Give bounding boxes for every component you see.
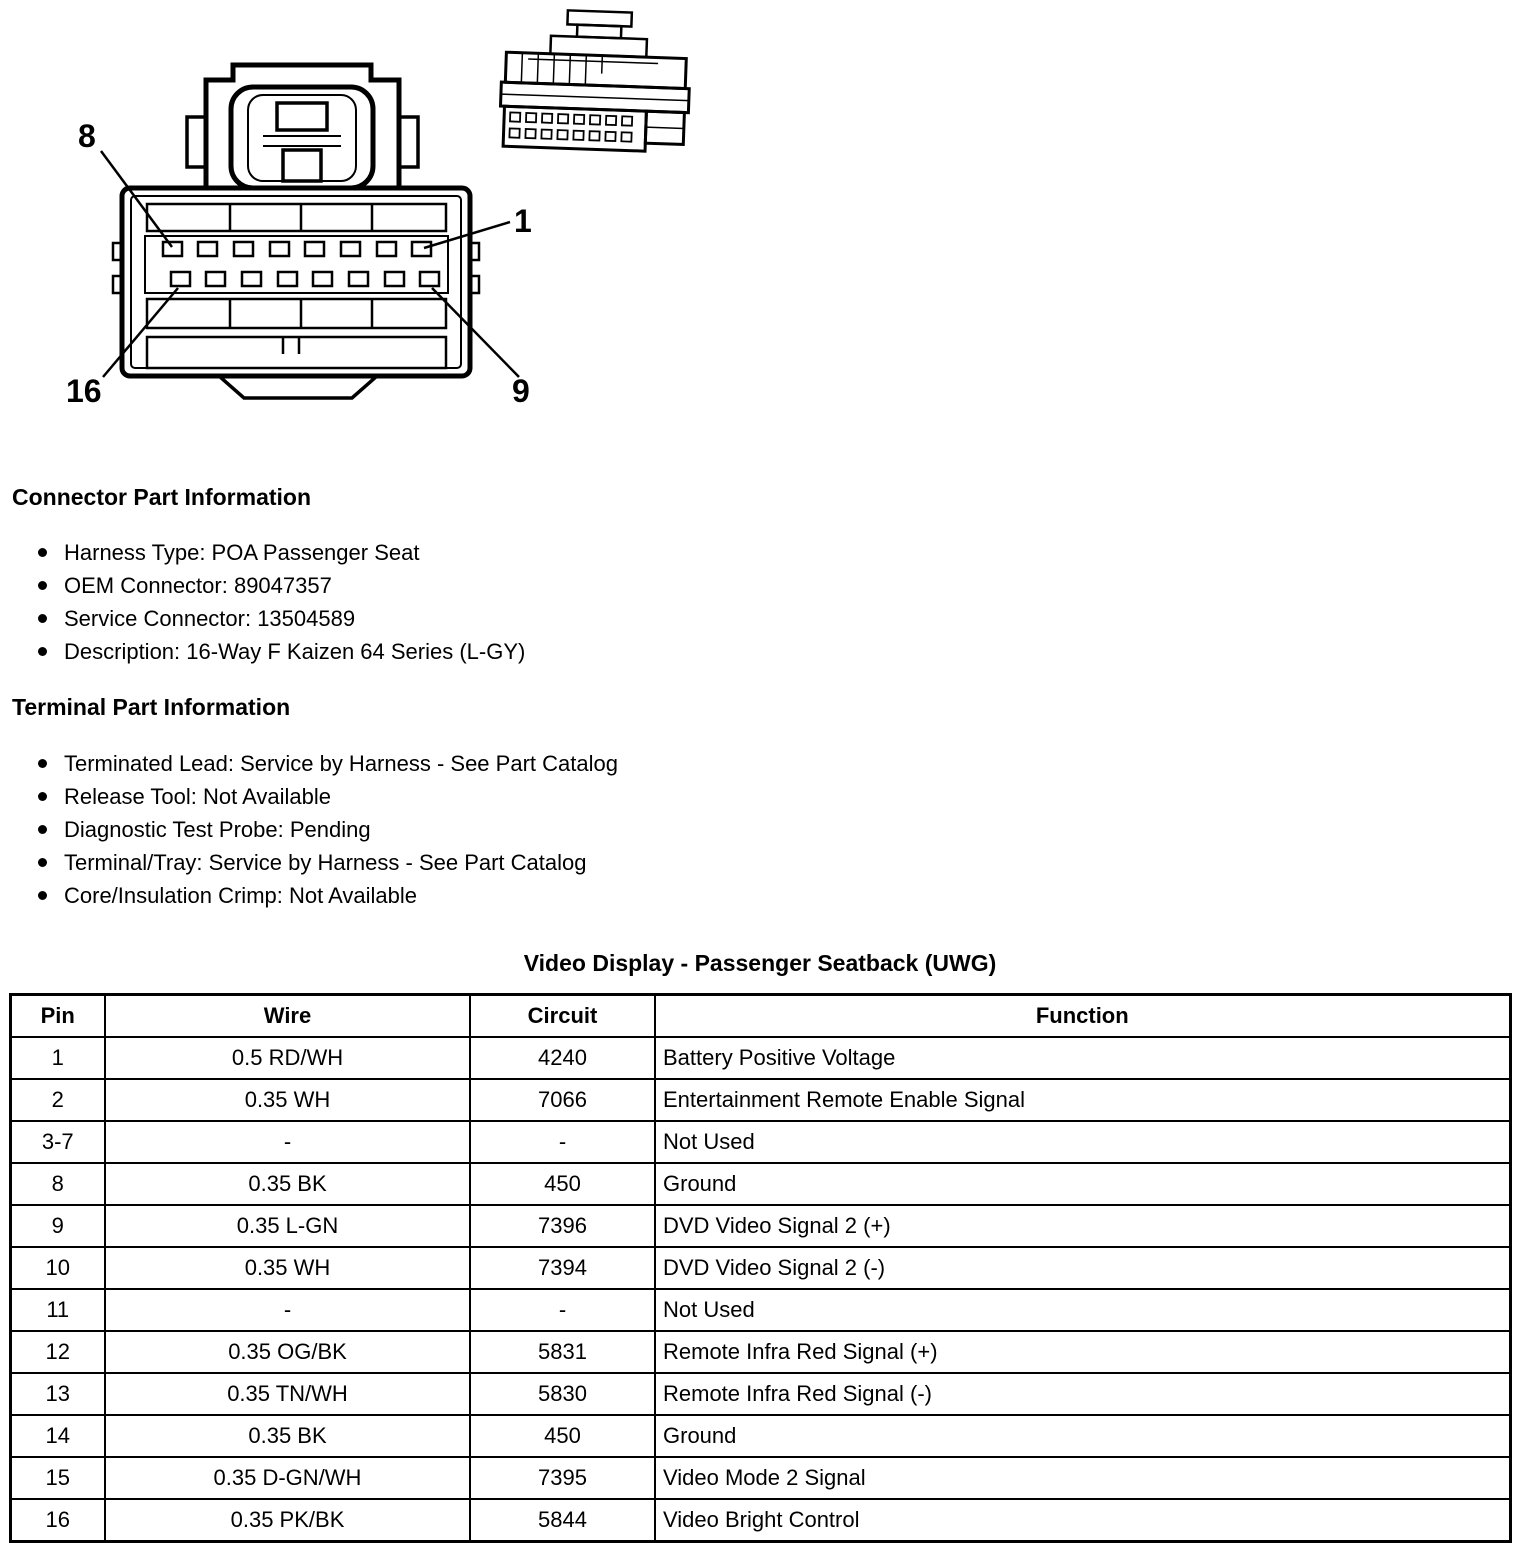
circuit-cell: 7396 <box>470 1205 655 1247</box>
function-cell: DVD Video Signal 2 (-) <box>655 1247 1510 1289</box>
table-row <box>10 1163 1510 1205</box>
circuit-cell: - <box>470 1289 655 1331</box>
pin-cell: 2 <box>10 1079 105 1121</box>
function-cell: Video Mode 2 Signal <box>655 1457 1510 1499</box>
list-item: Diagnostic Test Probe: Pending <box>36 813 1520 846</box>
table-row <box>10 1037 1510 1079</box>
connector-isometric-view <box>499 8 692 152</box>
col-header-pin: Pin <box>10 995 105 1038</box>
pin-label-16: 16 <box>66 373 102 409</box>
list-item: Description: 16-Way F Kaizen 64 Series (L-GY) <box>36 635 1520 668</box>
table-row <box>10 1415 1510 1457</box>
wire-cell: 0.35 L-GN <box>105 1205 470 1247</box>
function-cell: Video Bright Control <box>655 1499 1510 1542</box>
wire-cell: - <box>105 1289 470 1331</box>
pin-cell: 15 <box>10 1457 105 1499</box>
list-item: Harness Type: POA Passenger Seat <box>36 536 1520 569</box>
function-cell: Ground <box>655 1163 1510 1205</box>
circuit-cell: - <box>470 1121 655 1163</box>
pin-cell: 8 <box>10 1163 105 1205</box>
circuit-cell: 450 <box>470 1415 655 1457</box>
circuit-cell: 5830 <box>470 1373 655 1415</box>
connector-diagram <box>0 0 1520 432</box>
wire-cell: 0.35 BK <box>105 1415 470 1457</box>
circuit-cell: 5831 <box>470 1331 655 1373</box>
pin-leader-lines <box>101 151 519 377</box>
wire-cell: 0.35 WH <box>105 1247 470 1289</box>
pin-cell: 9 <box>10 1205 105 1247</box>
wire-cell: 0.35 D-GN/WH <box>105 1457 470 1499</box>
pin-cell: 12 <box>10 1331 105 1373</box>
pinout-table <box>9 993 1512 1543</box>
pin-cell: 11 <box>10 1289 105 1331</box>
pin-cell: 10 <box>10 1247 105 1289</box>
table-header-row <box>10 995 1510 1038</box>
pin-label-1: 1 <box>514 203 532 239</box>
function-cell: Remote Infra Red Signal (-) <box>655 1373 1510 1415</box>
list-item: Release Tool: Not Available <box>36 780 1520 813</box>
col-header-function: Function <box>655 995 1510 1038</box>
pin-row-bottom <box>171 272 439 286</box>
connector-part-info-heading: Connector Part Information <box>12 484 312 510</box>
wire-cell: 0.35 TN/WH <box>105 1373 470 1415</box>
table-row <box>10 1373 1510 1415</box>
pin-label-9: 9 <box>512 373 530 409</box>
connector-diagram-svg <box>0 0 760 432</box>
table-row <box>10 1121 1510 1163</box>
pinout-table-body <box>10 1037 1510 1542</box>
connector-face-view <box>113 65 479 398</box>
circuit-cell: 7394 <box>470 1247 655 1289</box>
col-header-circuit: Circuit <box>470 995 655 1038</box>
function-cell: Not Used <box>655 1289 1510 1331</box>
list-item: Core/Insulation Crimp: Not Available <box>36 879 1520 912</box>
wire-cell: 0.35 WH <box>105 1079 470 1121</box>
table-row <box>10 1205 1510 1247</box>
list-item: Terminated Lead: Service by Harness - See Part Catalog <box>36 747 1520 780</box>
pin-row-top <box>163 242 431 256</box>
connector-part-info-list <box>36 536 1520 668</box>
function-cell: Not Used <box>655 1121 1510 1163</box>
pin-cell: 1 <box>10 1037 105 1079</box>
col-header-wire: Wire <box>105 995 470 1038</box>
list-item: OEM Connector: 89047357 <box>36 569 1520 602</box>
function-cell: DVD Video Signal 2 (+) <box>655 1205 1510 1247</box>
circuit-cell: 7066 <box>470 1079 655 1121</box>
wire-cell: - <box>105 1121 470 1163</box>
pin-label-8: 8 <box>78 118 96 154</box>
terminal-part-info-list <box>36 747 1520 912</box>
wire-cell: 0.35 PK/BK <box>105 1499 470 1542</box>
pin-cell: 3-7 <box>10 1121 105 1163</box>
list-item: Service Connector: 13504589 <box>36 602 1520 635</box>
function-cell: Remote Infra Red Signal (+) <box>655 1331 1510 1373</box>
function-cell: Entertainment Remote Enable Signal <box>655 1079 1510 1121</box>
circuit-cell: 5844 <box>470 1499 655 1542</box>
pin-cell: 16 <box>10 1499 105 1542</box>
terminal-part-info-heading: Terminal Part Information <box>12 694 291 721</box>
pin-cell: 13 <box>10 1373 105 1415</box>
wire-cell: 0.35 BK <box>105 1163 470 1205</box>
isometric-terminal-holes <box>509 112 632 141</box>
list-item: Terminal/Tray: Service by Harness - See Part Catalog <box>36 846 1520 879</box>
table-row <box>10 1499 1510 1542</box>
table-row <box>10 1331 1510 1373</box>
circuit-cell: 7395 <box>470 1457 655 1499</box>
wire-cell: 0.5 RD/WH <box>105 1037 470 1079</box>
table-row <box>10 1247 1510 1289</box>
table-row <box>10 1457 1510 1499</box>
circuit-cell: 4240 <box>470 1037 655 1079</box>
wire-cell: 0.35 OG/BK <box>105 1331 470 1373</box>
function-cell: Ground <box>655 1415 1510 1457</box>
function-cell: Battery Positive Voltage <box>655 1037 1510 1079</box>
table-row <box>10 1289 1510 1331</box>
circuit-cell: 450 <box>470 1163 655 1205</box>
pin-cell: 14 <box>10 1415 105 1457</box>
table-title: Video Display - Passenger Seatback (UWG) <box>523 949 997 976</box>
table-row <box>10 1079 1510 1121</box>
